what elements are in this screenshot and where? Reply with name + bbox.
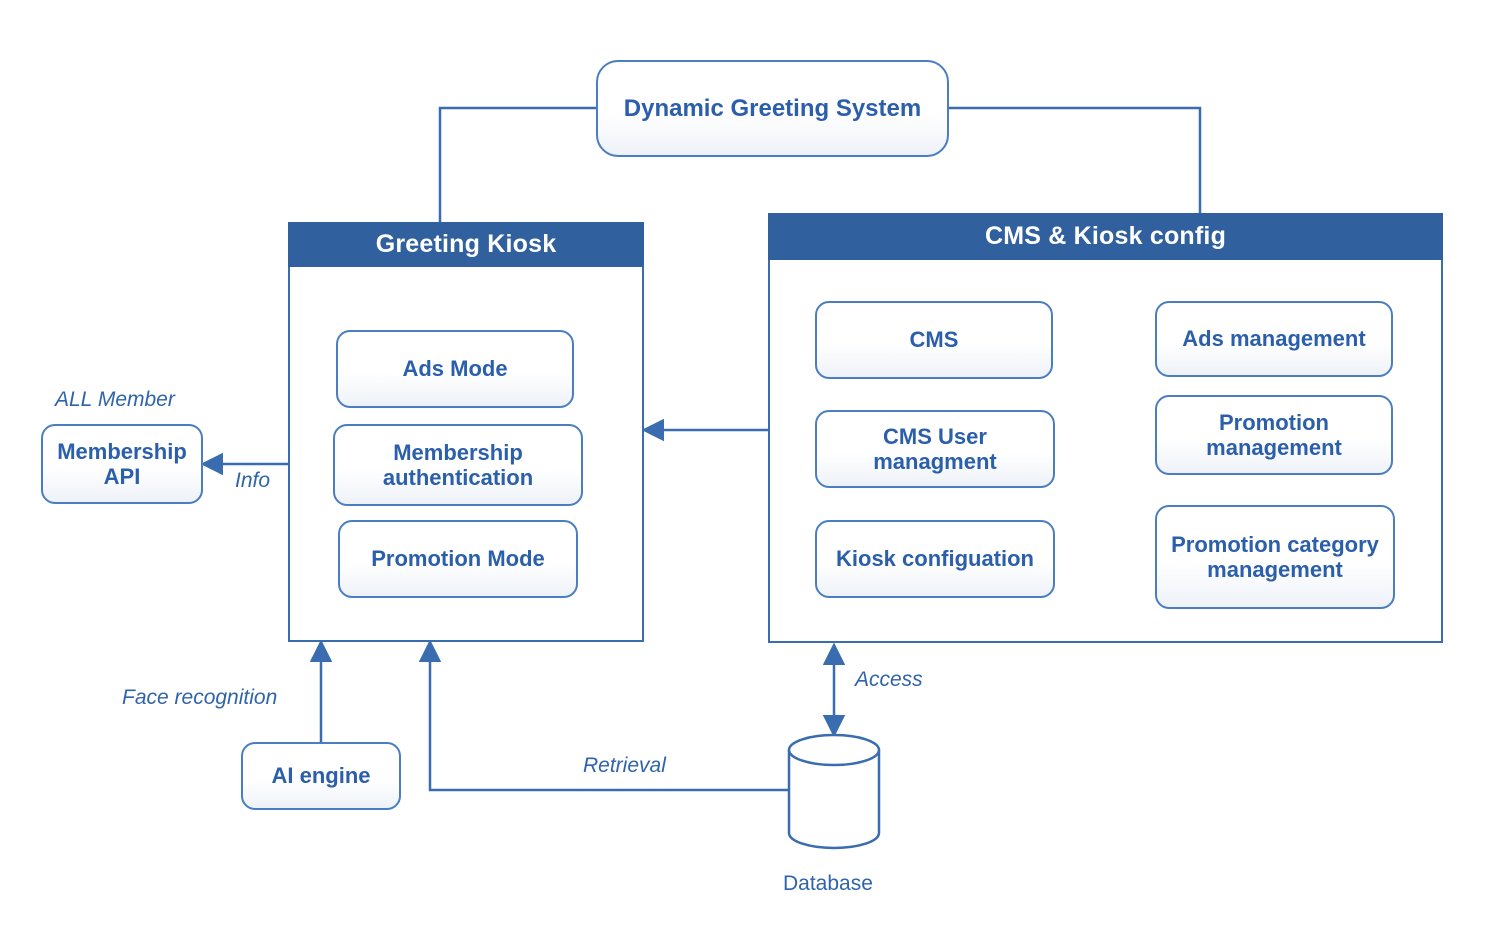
- node-label: Membership authentication: [382, 439, 534, 490]
- node-promotion-mode[interactable]: [338, 520, 578, 598]
- node-cms[interactable]: [815, 301, 1053, 379]
- node-dynamic-greeting-system[interactable]: [596, 60, 949, 157]
- node-label: CMS: [909, 327, 959, 353]
- edge-label-all-member: ALL Member: [55, 388, 175, 411]
- node-label: Kiosk configuation: [836, 546, 1034, 572]
- node-ads-management[interactable]: [1155, 301, 1393, 377]
- node-label: Promotion management: [1206, 409, 1342, 460]
- greeting-kiosk-title: Greeting Kiosk: [375, 230, 557, 258]
- node-promotion-management[interactable]: [1155, 395, 1393, 475]
- node-cms-user-management[interactable]: [815, 410, 1055, 488]
- node-label: Ads Mode: [402, 356, 508, 382]
- node-label: Ads management: [1182, 326, 1366, 352]
- node-ads-mode[interactable]: [336, 330, 574, 408]
- node-label: AI engine: [271, 763, 371, 789]
- edge-label-retrieval: Retrieval: [583, 754, 666, 777]
- greeting-kiosk-header: [288, 222, 644, 267]
- cms-kiosk-config-header: [768, 213, 1443, 260]
- node-label: CMS User managment: [873, 423, 997, 474]
- edge-label-access: Access: [855, 668, 923, 691]
- node-label: Promotion Mode: [371, 546, 545, 572]
- node-kiosk-configuration[interactable]: [815, 520, 1055, 598]
- edge-label-info: Info: [235, 469, 271, 492]
- node-label: Promotion category management: [1171, 531, 1379, 582]
- node-membership-api[interactable]: [41, 424, 203, 504]
- edge-label-face-recognition: Face recognition: [122, 686, 278, 709]
- cms-kiosk-config-title: CMS & Kiosk config: [984, 222, 1227, 250]
- node-membership-authentication[interactable]: [333, 424, 583, 506]
- node-label: Membership API: [57, 438, 187, 489]
- database-label: Database: [783, 872, 873, 895]
- node-ai-engine[interactable]: [241, 742, 401, 810]
- node-promotion-category-management[interactable]: [1155, 505, 1395, 609]
- node-label: Dynamic Greeting System: [623, 94, 922, 122]
